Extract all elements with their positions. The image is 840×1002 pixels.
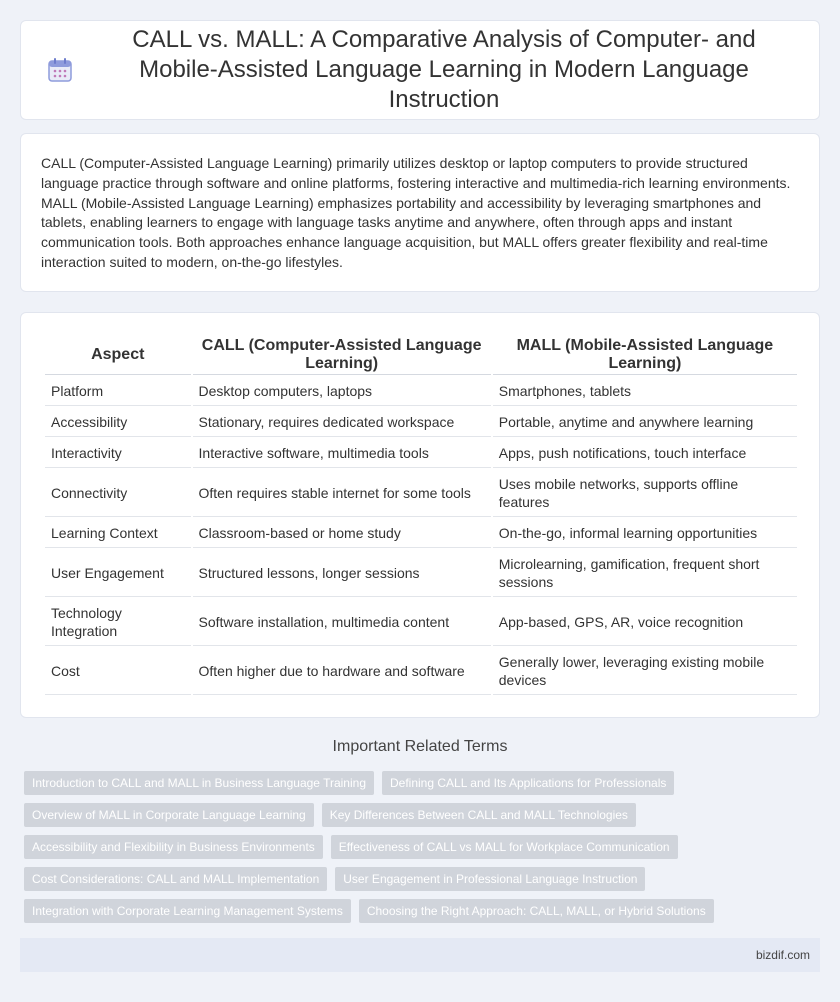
cell-call: Structured lessons, longer sessions [193, 550, 491, 597]
cell-call: Classroom-based or home study [193, 519, 491, 548]
cell-aspect: Learning Context [45, 519, 191, 548]
cell-aspect: Cost [45, 648, 191, 695]
cell-call: Often requires stable internet for some tools [193, 470, 491, 517]
cell-aspect: Interactivity [45, 439, 191, 468]
related-term-tag[interactable]: User Engagement in Professional Language Instruction [335, 867, 645, 891]
related-term-tag[interactable]: Cost Considerations: CALL and MALL Implementation [24, 867, 327, 891]
table-row [45, 519, 797, 548]
related-term-tag[interactable]: Overview of MALL in Corporate Language Learning [24, 803, 314, 827]
cell-call: Software installation, multimedia content [193, 599, 491, 646]
header-aspect: Aspect [45, 337, 191, 375]
related-term-tag[interactable]: Choosing the Right Approach: CALL, MALL, or Hybrid Solutions [359, 899, 714, 923]
cell-aspect: User Engagement [45, 550, 191, 597]
table-row [45, 439, 797, 468]
table-row [45, 599, 797, 646]
cell-mall: Microlearning, gamification, frequent short sessions [493, 550, 797, 597]
cell-mall: Smartphones, tablets [493, 377, 797, 406]
table-row [45, 408, 797, 437]
cell-call: Stationary, requires dedicated workspace [193, 408, 491, 437]
footer [20, 938, 820, 972]
intro-paragraph: CALL (Computer-Assisted Language Learning) primarily utilizes desktop or laptop computers to provide structured language practice through software and online platforms, fostering interactive and multimedia-rich learning environments. MALL (Mobile-Assisted Language Learning) emphasizes portability and accessibility by leveraging smartphones and tablets, enabling learners to engage with language tasks anytime and anywhere, often through apps and instant communication tools. Both approaches enhance language acquisition, but MALL offers greater flexibility and real-time interaction suited to modern, on-the-go lifestyles. [41, 155, 791, 270]
cell-mall: App-based, GPS, AR, voice recognition [493, 599, 797, 646]
related-term-tag[interactable]: Key Differences Between CALL and MALL Technologies [322, 803, 636, 827]
related-term-tag[interactable]: Introduction to CALL and MALL in Business Language Training [24, 771, 374, 795]
related-term-tag[interactable]: Accessibility and Flexibility in Business Environments [24, 835, 323, 859]
calendar-icon [46, 56, 74, 84]
table-row [45, 470, 797, 517]
related-term-tag[interactable]: Defining CALL and Its Applications for Professionals [382, 771, 674, 795]
cell-aspect: Connectivity [45, 470, 191, 517]
table-row [45, 648, 797, 695]
footer-site-link[interactable]: bizdif.com [755, 948, 810, 962]
related-terms-title: Important Related Terms [332, 738, 508, 755]
header-mall: MALL (Mobile-Assisted Language Learning) [493, 337, 797, 375]
cell-mall: On-the-go, informal learning opportunities [493, 519, 797, 548]
cell-mall: Generally lower, leveraging existing mobile devices [493, 648, 797, 695]
cell-call: Desktop computers, laptops [193, 377, 491, 406]
table-header-row [45, 337, 797, 375]
cell-mall: Portable, anytime and anywhere learning [493, 408, 797, 437]
intro-card [20, 133, 820, 292]
related-term-tag[interactable]: Integration with Corporate Learning Management Systems [24, 899, 351, 923]
cell-call: Interactive software, multimedia tools [193, 439, 491, 468]
cell-aspect: Technology Integration [45, 599, 191, 646]
header-card [20, 20, 820, 120]
comparison-card [20, 312, 820, 718]
cell-mall: Apps, push notifications, touch interface [493, 439, 797, 468]
cell-aspect: Accessibility [45, 408, 191, 437]
cell-call: Often higher due to hardware and software [193, 648, 491, 695]
cell-aspect: Platform [45, 377, 191, 406]
table-row [45, 550, 797, 597]
header-call: CALL (Computer-Assisted Language Learning) [193, 337, 491, 375]
table-row [45, 377, 797, 406]
related-term-tag[interactable]: Effectiveness of CALL vs MALL for Workplace Communication [331, 835, 678, 859]
comparison-table [43, 335, 799, 697]
cell-mall: Uses mobile networks, supports offline features [493, 470, 797, 517]
page-title: CALL vs. MALL: A Comparative Analysis of Computer- and Mobile-Assisted Language Learning in Modern Language Instruction [132, 26, 756, 113]
related-terms-list [24, 771, 804, 931]
